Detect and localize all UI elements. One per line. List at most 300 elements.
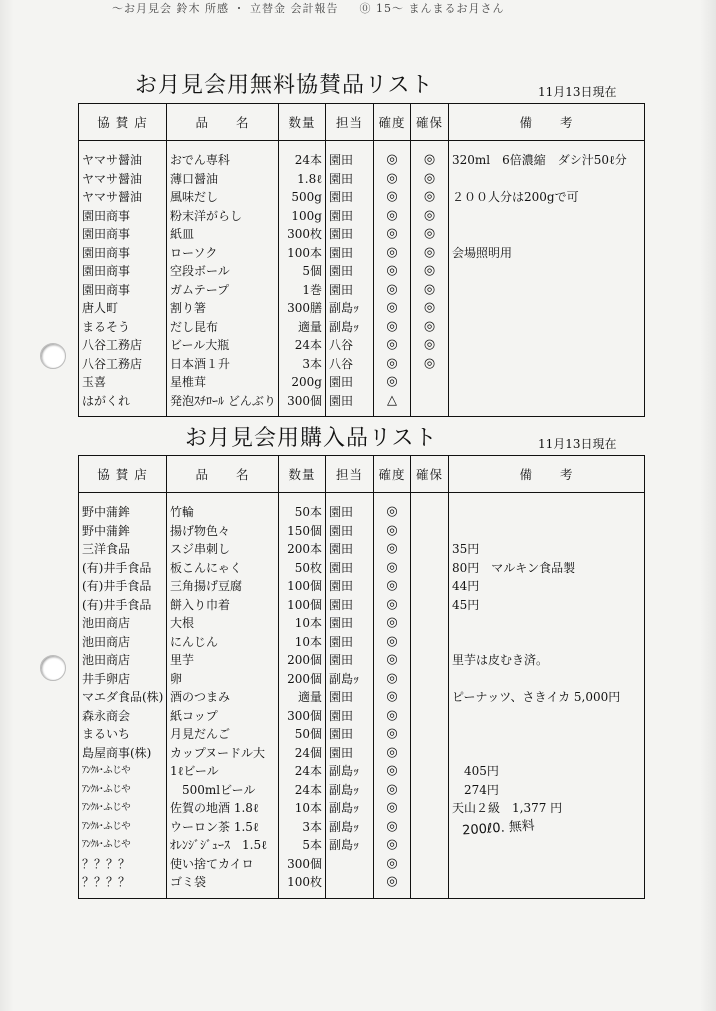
qty-cell: 200個 xyxy=(279,651,326,670)
certainty-cell: ◎ xyxy=(374,596,411,615)
table-row xyxy=(79,188,645,207)
item-cell: 板こんにゃく xyxy=(167,559,279,578)
certainty-cell: ◎ xyxy=(374,873,411,898)
secured-cell xyxy=(411,762,449,781)
shop-cell: まるそう xyxy=(79,318,167,337)
certainty-cell: ◎ xyxy=(374,688,411,707)
certainty-cell: ◎ xyxy=(374,336,411,355)
col-header-staff: 担当 xyxy=(326,104,374,141)
staff-cell: 園田 xyxy=(326,633,374,652)
note-cell xyxy=(449,373,645,392)
shop-cell: 池田商店 xyxy=(79,651,167,670)
table-row xyxy=(79,522,645,541)
certainty-cell: ◎ xyxy=(374,799,411,818)
shop-cell: 森永商会 xyxy=(79,707,167,726)
note-cell xyxy=(449,170,645,189)
table-row xyxy=(79,873,645,898)
secured-cell xyxy=(411,633,449,652)
certainty-cell: ◎ xyxy=(374,540,411,559)
secured-cell xyxy=(411,373,449,392)
shop-cell: 池田商店 xyxy=(79,633,167,652)
certainty-cell: ◎ xyxy=(374,522,411,541)
staff-cell xyxy=(326,855,374,874)
col-header-certainty: 確度 xyxy=(374,456,411,493)
shop-cell: ヤマサ醤油 xyxy=(79,188,167,207)
secured-cell xyxy=(411,392,449,417)
table-row xyxy=(79,596,645,615)
shop-cell: マエダ食品(株) xyxy=(79,688,167,707)
table-row xyxy=(79,744,645,763)
col-header-item: 品 名 xyxy=(167,456,279,493)
table-row xyxy=(79,651,645,670)
note-cell xyxy=(449,670,645,689)
staff-cell: 副島ｯ xyxy=(326,318,374,337)
secured-cell xyxy=(411,836,449,855)
staff-cell: 園田 xyxy=(326,651,374,670)
secured-cell xyxy=(411,873,449,898)
shop-cell: 園田商事 xyxy=(79,207,167,226)
note-cell xyxy=(449,392,645,417)
secured-cell: ◎ xyxy=(411,262,449,281)
table-row xyxy=(79,559,645,578)
certainty-cell: ◎ xyxy=(374,244,411,263)
certainty-cell: ◎ xyxy=(374,170,411,189)
table-header-row xyxy=(79,104,645,141)
staff-cell: 園田 xyxy=(326,225,374,244)
qty-cell: 5個 xyxy=(279,262,326,281)
shop-cell: 井手卵店 xyxy=(79,670,167,689)
qty-cell: 50個 xyxy=(279,725,326,744)
qty-cell: 10本 xyxy=(279,633,326,652)
staff-cell: 副島ｯ xyxy=(326,781,374,800)
staff-cell: 園田 xyxy=(326,707,374,726)
note-cell xyxy=(449,873,645,898)
item-cell: 酒のつまみ xyxy=(167,688,279,707)
item-cell: 500mlビール xyxy=(167,781,279,800)
note-cell: 天山２級 1,377 円 xyxy=(449,799,645,818)
shop-cell: 野中蒲鉾 xyxy=(79,522,167,541)
item-cell: 風味だし xyxy=(167,188,279,207)
staff-cell: 園田 xyxy=(326,493,374,522)
staff-cell: 園田 xyxy=(326,392,374,417)
free-list-table xyxy=(78,103,645,417)
shop-cell: 園田商事 xyxy=(79,225,167,244)
secured-cell: ◎ xyxy=(411,188,449,207)
qty-cell: 100個 xyxy=(279,577,326,596)
table-row xyxy=(79,299,645,318)
staff-cell: 副島ｯ xyxy=(326,799,374,818)
shop-cell: ｱﾝｸﾙ･ふじや xyxy=(79,781,167,800)
staff-cell: 園田 xyxy=(326,244,374,263)
qty-cell: 24本 xyxy=(279,336,326,355)
shop-cell: 三洋食品 xyxy=(79,540,167,559)
item-cell: ゴミ袋 xyxy=(167,873,279,898)
table-row xyxy=(79,577,645,596)
table-row xyxy=(79,633,645,652)
certainty-cell: ◎ xyxy=(374,836,411,855)
col-header-item: 品 名 xyxy=(167,104,279,141)
shop-cell: 唐人町 xyxy=(79,299,167,318)
item-cell: 餅入り巾着 xyxy=(167,596,279,615)
shop-cell: (有)井手食品 xyxy=(79,559,167,578)
col-header-secured: 確保 xyxy=(411,456,449,493)
shop-cell: はがくれ xyxy=(79,392,167,417)
qty-cell: 100g xyxy=(279,207,326,226)
note-cell xyxy=(449,262,645,281)
qty-cell: 100枚 xyxy=(279,873,326,898)
staff-cell: 園田 xyxy=(326,262,374,281)
secured-cell: ◎ xyxy=(411,141,449,170)
shop-cell: ？？？？ xyxy=(79,855,167,874)
secured-cell: ◎ xyxy=(411,170,449,189)
note-cell: 会場照明用 xyxy=(449,244,645,263)
table-row xyxy=(79,392,645,417)
shop-cell: ｱﾝｸﾙ･ふじや xyxy=(79,836,167,855)
table-row xyxy=(79,540,645,559)
shop-cell: ？？？？ xyxy=(79,873,167,898)
shop-cell: 玉喜 xyxy=(79,373,167,392)
secured-cell xyxy=(411,522,449,541)
item-cell: 紙皿 xyxy=(167,225,279,244)
note-cell: 35円 xyxy=(449,540,645,559)
table-row xyxy=(79,781,645,800)
note-cell xyxy=(449,281,645,300)
table-row xyxy=(79,336,645,355)
staff-cell: 園田 xyxy=(326,141,374,170)
qty-cell: 1巻 xyxy=(279,281,326,300)
staff-cell: 副島ｯ xyxy=(326,670,374,689)
note-cell xyxy=(449,633,645,652)
table-row xyxy=(79,225,645,244)
col-header-shop: 協 賛 店 xyxy=(79,104,167,141)
certainty-cell: ◎ xyxy=(374,670,411,689)
certainty-cell: ◎ xyxy=(374,633,411,652)
secured-cell xyxy=(411,493,449,522)
staff-cell: 園田 xyxy=(326,744,374,763)
secured-cell xyxy=(411,818,449,837)
certainty-cell: ◎ xyxy=(374,188,411,207)
punch-hole xyxy=(40,655,66,681)
qty-cell: 100個 xyxy=(279,596,326,615)
qty-cell: 10本 xyxy=(279,799,326,818)
secured-cell: ◎ xyxy=(411,336,449,355)
certainty-cell: ◎ xyxy=(374,744,411,763)
table-row xyxy=(79,725,645,744)
shop-cell: ｱﾝｸﾙ･ふじや xyxy=(79,818,167,837)
col-header-notes: 備 考 xyxy=(449,456,645,493)
certainty-cell: △ xyxy=(374,392,411,417)
item-cell: ウーロン茶 1.5ℓ xyxy=(167,818,279,837)
qty-cell: 3本 xyxy=(279,355,326,374)
note-cell: ピーナッツ、さきイカ 5,000円 xyxy=(449,688,645,707)
staff-cell: 園田 xyxy=(326,614,374,633)
staff-cell: 園田 xyxy=(326,373,374,392)
note-cell xyxy=(449,855,645,874)
qty-cell: 適量 xyxy=(279,688,326,707)
item-cell: 紙コップ xyxy=(167,707,279,726)
staff-cell: 園田 xyxy=(326,725,374,744)
item-cell: 揚げ物色々 xyxy=(167,522,279,541)
col-header-notes: 備 考 xyxy=(449,104,645,141)
staff-cell: 副島ｯ xyxy=(326,762,374,781)
table-header-row xyxy=(79,456,645,493)
purchase-list-date: 11月13日現在 xyxy=(538,437,617,451)
secured-cell xyxy=(411,744,449,763)
secured-cell: ◎ xyxy=(411,299,449,318)
certainty-cell: ◎ xyxy=(374,559,411,578)
note-cell xyxy=(449,614,645,633)
staff-cell: 副島ｯ xyxy=(326,836,374,855)
secured-cell xyxy=(411,559,449,578)
item-cell: 割り箸 xyxy=(167,299,279,318)
note-cell xyxy=(449,225,645,244)
staff-cell: 副島ｯ xyxy=(326,818,374,837)
secured-cell xyxy=(411,651,449,670)
certainty-cell: ◎ xyxy=(374,299,411,318)
note-cell: 80円 マルキン食品製 xyxy=(449,559,645,578)
qty-cell: 24個 xyxy=(279,744,326,763)
item-cell: ｵﾚﾝｼﾞｼﾞｭｰｽ 1.5ℓ xyxy=(167,836,279,855)
item-cell: 空段ボール xyxy=(167,262,279,281)
certainty-cell: ◎ xyxy=(374,577,411,596)
shop-cell: 島屋商事(株) xyxy=(79,744,167,763)
note-cell: ２００人分は200gで可 xyxy=(449,188,645,207)
qty-cell: 300膳 xyxy=(279,299,326,318)
qty-cell: 300個 xyxy=(279,707,326,726)
qty-cell: 200個 xyxy=(279,670,326,689)
table-row xyxy=(79,355,645,374)
certainty-cell: ◎ xyxy=(374,493,411,522)
certainty-cell: ◎ xyxy=(374,818,411,837)
item-cell: 使い捨てカイロ xyxy=(167,855,279,874)
certainty-cell: ◎ xyxy=(374,281,411,300)
qty-cell: 100本 xyxy=(279,244,326,263)
item-cell: にんじん xyxy=(167,633,279,652)
secured-cell: ◎ xyxy=(411,225,449,244)
certainty-cell: ◎ xyxy=(374,207,411,226)
shop-cell: ｱﾝｸﾙ･ふじや xyxy=(79,762,167,781)
qty-cell: 3本 xyxy=(279,818,326,837)
item-cell: 大根 xyxy=(167,614,279,633)
note-cell: 320ml 6倍濃縮 ダシ汁50ℓ分 xyxy=(449,141,645,170)
punch-hole xyxy=(40,343,66,369)
secured-cell xyxy=(411,725,449,744)
table-row xyxy=(79,318,645,337)
certainty-cell: ◎ xyxy=(374,651,411,670)
secured-cell: ◎ xyxy=(411,281,449,300)
item-cell: 1ℓビール xyxy=(167,762,279,781)
qty-cell: 24本 xyxy=(279,762,326,781)
certainty-cell: ◎ xyxy=(374,707,411,726)
col-header-qty: 数量 xyxy=(279,456,326,493)
item-cell: 月見だんご xyxy=(167,725,279,744)
secured-cell: ◎ xyxy=(411,355,449,374)
staff-cell: 園田 xyxy=(326,688,374,707)
shop-cell: 園田商事 xyxy=(79,244,167,263)
item-cell: 三角揚げ豆腐 xyxy=(167,577,279,596)
staff-cell: 八谷 xyxy=(326,355,374,374)
table-row xyxy=(79,281,645,300)
note-cell: 274円 xyxy=(449,781,645,800)
table-row xyxy=(79,262,645,281)
certainty-cell: ◎ xyxy=(374,141,411,170)
secured-cell xyxy=(411,855,449,874)
item-cell: 発泡ｽﾁﾛｰﾙ どんぶり xyxy=(167,392,279,417)
shop-cell: (有)井手食品 xyxy=(79,577,167,596)
qty-cell: 24本 xyxy=(279,781,326,800)
qty-cell: 50本 xyxy=(279,493,326,522)
item-cell: 卵 xyxy=(167,670,279,689)
secured-cell: ◎ xyxy=(411,244,449,263)
certainty-cell: ◎ xyxy=(374,855,411,874)
table-row xyxy=(79,141,645,170)
secured-cell xyxy=(411,799,449,818)
note-cell xyxy=(449,336,645,355)
qty-cell: 150個 xyxy=(279,522,326,541)
note-cell xyxy=(449,299,645,318)
item-cell: カップヌードル大 xyxy=(167,744,279,763)
note-cell xyxy=(449,836,645,855)
secured-cell xyxy=(411,670,449,689)
secured-cell: ◎ xyxy=(411,207,449,226)
purchase-list-title: お月見会用購入品リスト xyxy=(185,426,438,451)
shop-cell: 園田商事 xyxy=(79,281,167,300)
certainty-cell: ◎ xyxy=(374,614,411,633)
item-cell: ガムテープ xyxy=(167,281,279,300)
note-cell xyxy=(449,725,645,744)
note-cell xyxy=(449,493,645,522)
shop-cell: 野中蒲鉾 xyxy=(79,493,167,522)
certainty-cell: ◎ xyxy=(374,318,411,337)
table-row xyxy=(79,614,645,633)
staff-cell xyxy=(326,873,374,898)
qty-cell: 500g xyxy=(279,188,326,207)
certainty-cell: ◎ xyxy=(374,725,411,744)
shop-cell: ｱﾝｸﾙ･ふじや xyxy=(79,799,167,818)
note-cell xyxy=(449,355,645,374)
item-cell: 薄口醤油 xyxy=(167,170,279,189)
staff-cell: 園田 xyxy=(326,559,374,578)
qty-cell: 10本 xyxy=(279,614,326,633)
certainty-cell: ◎ xyxy=(374,262,411,281)
table-row xyxy=(79,688,645,707)
staff-cell: 園田 xyxy=(326,577,374,596)
staff-cell: 副島ｯ xyxy=(326,299,374,318)
table-row xyxy=(79,707,645,726)
qty-cell: 50枚 xyxy=(279,559,326,578)
qty-cell: 5本 xyxy=(279,836,326,855)
cropped-header-text: 〜お月見会 鈴木 所感 ・ 立替金 会計報告 ⓪ 15〜 まんまるお月さん xyxy=(112,2,505,15)
item-cell: 日本酒１升 xyxy=(167,355,279,374)
certainty-cell: ◎ xyxy=(374,781,411,800)
secured-cell: ◎ xyxy=(411,318,449,337)
note-cell: 里芋は皮むき済。 xyxy=(449,651,645,670)
free-list-title: お月見会用無料協賛品リスト xyxy=(135,73,434,98)
note-cell xyxy=(449,318,645,337)
certainty-cell: ◎ xyxy=(374,762,411,781)
table-row xyxy=(79,373,645,392)
shop-cell: (有)井手食品 xyxy=(79,596,167,615)
item-cell: スジ串刺し xyxy=(167,540,279,559)
certainty-cell: ◎ xyxy=(374,373,411,392)
item-cell: 竹輪 xyxy=(167,493,279,522)
secured-cell xyxy=(411,707,449,726)
shop-cell: まるいち xyxy=(79,725,167,744)
item-cell: ローソク xyxy=(167,244,279,263)
table-row xyxy=(79,799,645,818)
qty-cell: 200g xyxy=(279,373,326,392)
secured-cell xyxy=(411,614,449,633)
purchase-list-table xyxy=(78,455,645,899)
table-row xyxy=(79,836,645,855)
table-row xyxy=(79,244,645,263)
staff-cell: 園田 xyxy=(326,540,374,559)
secured-cell xyxy=(411,577,449,596)
table-row xyxy=(79,762,645,781)
shop-cell: 池田商店 xyxy=(79,614,167,633)
handwritten-note: 200ℓ0. 無料 xyxy=(461,818,536,839)
qty-cell: 1.8ℓ xyxy=(279,170,326,189)
shop-cell: ヤマサ醤油 xyxy=(79,141,167,170)
certainty-cell: ◎ xyxy=(374,355,411,374)
qty-cell: 300個 xyxy=(279,855,326,874)
shop-cell: 八谷工務店 xyxy=(79,355,167,374)
secured-cell xyxy=(411,688,449,707)
note-cell xyxy=(449,744,645,763)
free-list-date: 11月13日現在 xyxy=(538,85,617,99)
staff-cell: 園田 xyxy=(326,188,374,207)
item-cell: おでん専科 xyxy=(167,141,279,170)
qty-cell: 300個 xyxy=(279,392,326,417)
item-cell: 粉末洋がらし xyxy=(167,207,279,226)
staff-cell: 園田 xyxy=(326,207,374,226)
staff-cell: 園田 xyxy=(326,596,374,615)
note-cell xyxy=(449,707,645,726)
staff-cell: 八谷 xyxy=(326,336,374,355)
note-cell: 405円 xyxy=(449,762,645,781)
table-row xyxy=(79,170,645,189)
secured-cell xyxy=(411,596,449,615)
item-cell: ビール大瓶 xyxy=(167,336,279,355)
secured-cell xyxy=(411,540,449,559)
table-row xyxy=(79,493,645,522)
item-cell: 星椎茸 xyxy=(167,373,279,392)
note-cell xyxy=(449,522,645,541)
col-header-staff: 担当 xyxy=(326,456,374,493)
note-cell: 45円 xyxy=(449,596,645,615)
qty-cell: 200本 xyxy=(279,540,326,559)
shop-cell: 園田商事 xyxy=(79,262,167,281)
note-cell xyxy=(449,207,645,226)
shop-cell: 八谷工務店 xyxy=(79,336,167,355)
item-cell: だし昆布 xyxy=(167,318,279,337)
secured-cell xyxy=(411,781,449,800)
staff-cell: 園田 xyxy=(326,170,374,189)
table-row xyxy=(79,855,645,874)
col-header-shop: 協 賛 店 xyxy=(79,456,167,493)
col-header-certainty: 確度 xyxy=(374,104,411,141)
certainty-cell: ◎ xyxy=(374,225,411,244)
item-cell: 佐賀の地酒 1.8ℓ xyxy=(167,799,279,818)
qty-cell: 300枚 xyxy=(279,225,326,244)
table-row xyxy=(79,670,645,689)
qty-cell: 24本 xyxy=(279,141,326,170)
table-row xyxy=(79,207,645,226)
staff-cell: 園田 xyxy=(326,522,374,541)
note-cell: 44円 xyxy=(449,577,645,596)
table-row xyxy=(79,818,645,837)
qty-cell: 適量 xyxy=(279,318,326,337)
